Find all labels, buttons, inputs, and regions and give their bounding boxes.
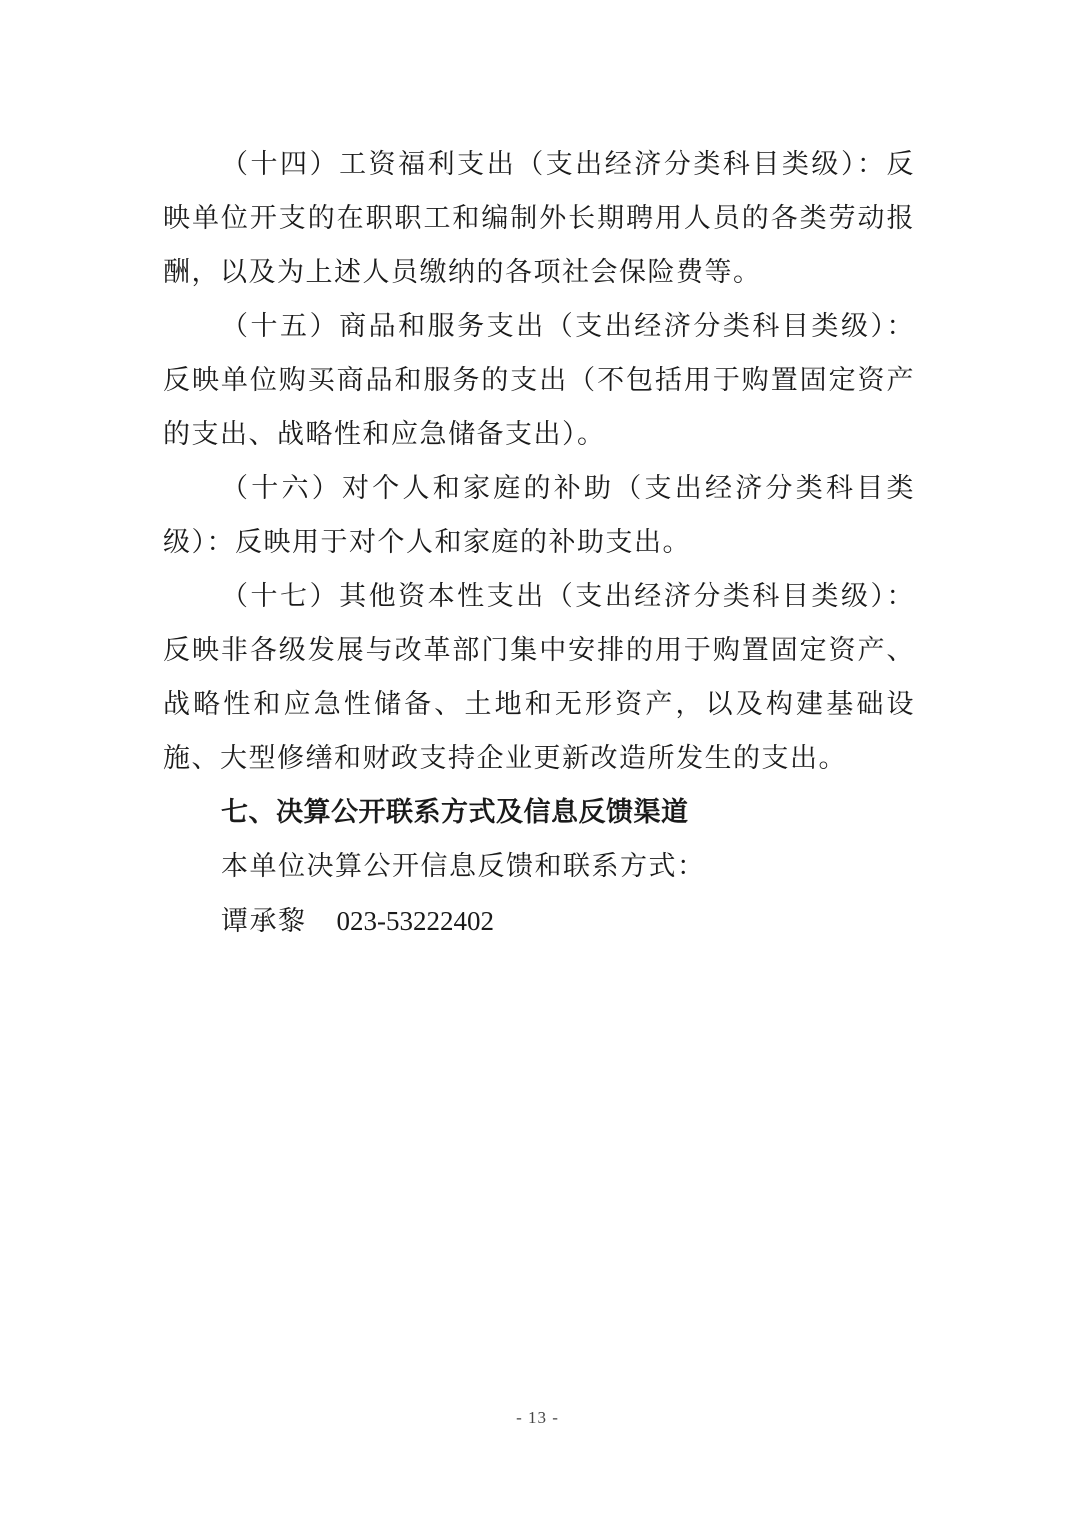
paragraph-item-17: （十七）其他资本性支出（支出经济分类科目类级）：反映非各级发展与改革部门集中安排的用于购置固定资产、战略性和应急性储备、土地和无形资产，以及构建基础设施、大型修缮和财政支持企业更新改造所发生的支出。 (163, 581, 915, 774)
paragraph-item-14: （十四）工资福利支出（支出经济分类科目类级）：反映单位开支的在职职工和编制外长期聘用人员的各类劳动报酬，以及为上述人员缴纳的各项社会保险费等。 (163, 149, 915, 288)
contact-line (163, 894, 915, 949)
contact-name: 谭承黎 (221, 906, 307, 937)
document-body (163, 138, 915, 949)
contact-intro: 本单位决算公开信息反馈和联系方式： (221, 851, 706, 882)
contact-phone: 023-53222402 (336, 906, 494, 936)
section-heading: 七、决算公开联系方式及信息反馈渠道 (221, 797, 689, 828)
page-number: - 13 - (516, 1408, 559, 1427)
paragraph-item-15: （十五）商品和服务支出（支出经济分类科目类级）：反映单位购买商品和服务的支出（不包括用于购置固定资产的支出、战略性和应急储备支出）。 (163, 311, 915, 450)
paragraph-item-16: （十六）对个人和家庭的补助（支出经济分类科目类级）：反映用于对个人和家庭的补助支出。 (163, 473, 915, 558)
